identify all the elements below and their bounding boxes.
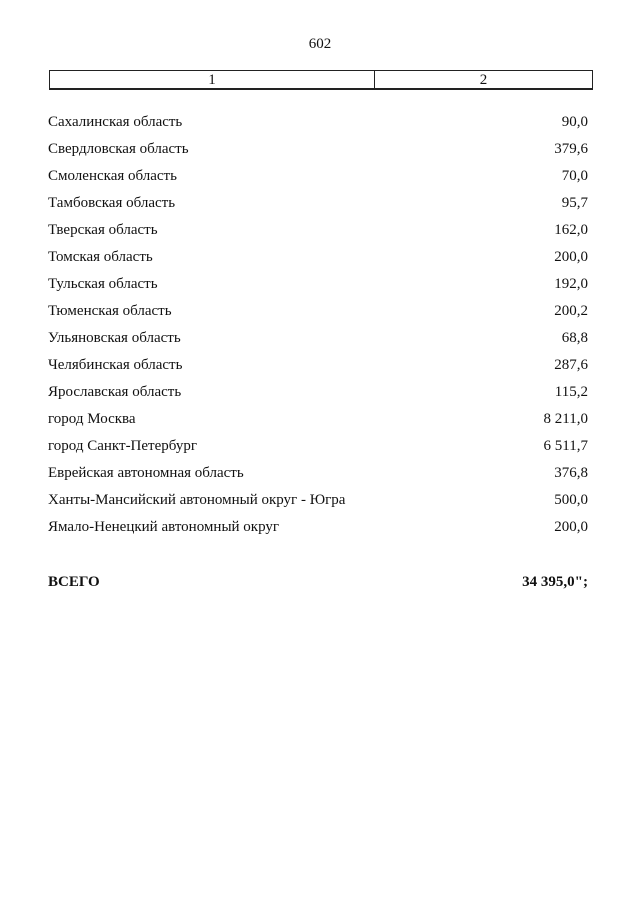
table-row bbox=[48, 276, 588, 303]
column-header-2: 2 bbox=[375, 71, 593, 90]
table-row bbox=[48, 411, 588, 438]
region-value: 95,7 bbox=[561, 195, 588, 211]
total-value: 34 395,0"; bbox=[522, 574, 588, 590]
region-value: 376,8 bbox=[554, 465, 588, 481]
table-row bbox=[48, 168, 588, 195]
table-row bbox=[48, 195, 588, 222]
column-header-1: 1 bbox=[50, 71, 375, 90]
table-row bbox=[48, 465, 588, 492]
region-value: 6 511,7 bbox=[543, 438, 588, 454]
region-value: 287,6 bbox=[554, 357, 588, 373]
region-name: город Москва bbox=[48, 411, 136, 427]
table-row bbox=[48, 519, 588, 546]
region-value: 200,0 bbox=[554, 249, 588, 265]
region-value: 162,0 bbox=[554, 222, 588, 238]
region-value: 90,0 bbox=[561, 114, 588, 130]
region-value: 379,6 bbox=[554, 141, 588, 157]
table-row bbox=[48, 438, 588, 465]
table-row bbox=[48, 384, 588, 411]
region-name: Челябинская область bbox=[48, 357, 183, 373]
region-value: 8 211,0 bbox=[543, 411, 588, 427]
header-row bbox=[50, 71, 593, 90]
table-row bbox=[48, 303, 588, 330]
region-value: 192,0 bbox=[554, 276, 588, 292]
table-row bbox=[48, 249, 588, 276]
region-name: Тюменская область bbox=[48, 303, 172, 319]
total-label: ВСЕГО bbox=[48, 574, 100, 590]
region-name: Ханты-Мансийский автономный округ - Югра bbox=[48, 492, 346, 508]
region-name: Смоленская область bbox=[48, 168, 177, 184]
region-value: 200,0 bbox=[554, 519, 588, 535]
region-value: 70,0 bbox=[561, 168, 588, 184]
total-row bbox=[48, 574, 588, 591]
table-row bbox=[48, 492, 588, 519]
table-row bbox=[48, 330, 588, 357]
region-name: Тамбовская область bbox=[48, 195, 176, 211]
column-header-table bbox=[49, 70, 593, 90]
region-value: 200,2 bbox=[554, 303, 588, 319]
region-name: Еврейская автономная область bbox=[48, 465, 244, 481]
table-row bbox=[48, 222, 588, 249]
region-name: Ямало-Ненецкий автономный округ bbox=[48, 519, 280, 535]
region-name: Свердловская область bbox=[48, 141, 189, 157]
region-name: Сахалинская область bbox=[48, 114, 183, 130]
region-name: Тульская область bbox=[48, 276, 158, 292]
region-name: Томская область bbox=[48, 249, 153, 265]
region-value: 68,8 bbox=[561, 330, 588, 346]
table-row bbox=[48, 114, 588, 141]
region-value: 115,2 bbox=[554, 384, 588, 400]
region-name: Ульяновская область bbox=[48, 330, 181, 346]
region-name: город Санкт-Петербург bbox=[48, 438, 197, 454]
table-row bbox=[48, 141, 588, 168]
region-list bbox=[48, 114, 588, 546]
region-value: 500,0 bbox=[554, 492, 588, 508]
table-row bbox=[48, 357, 588, 384]
region-name: Тверская область bbox=[48, 222, 158, 238]
page-number: 602 bbox=[308, 36, 332, 52]
region-name: Ярославская область bbox=[48, 384, 182, 400]
